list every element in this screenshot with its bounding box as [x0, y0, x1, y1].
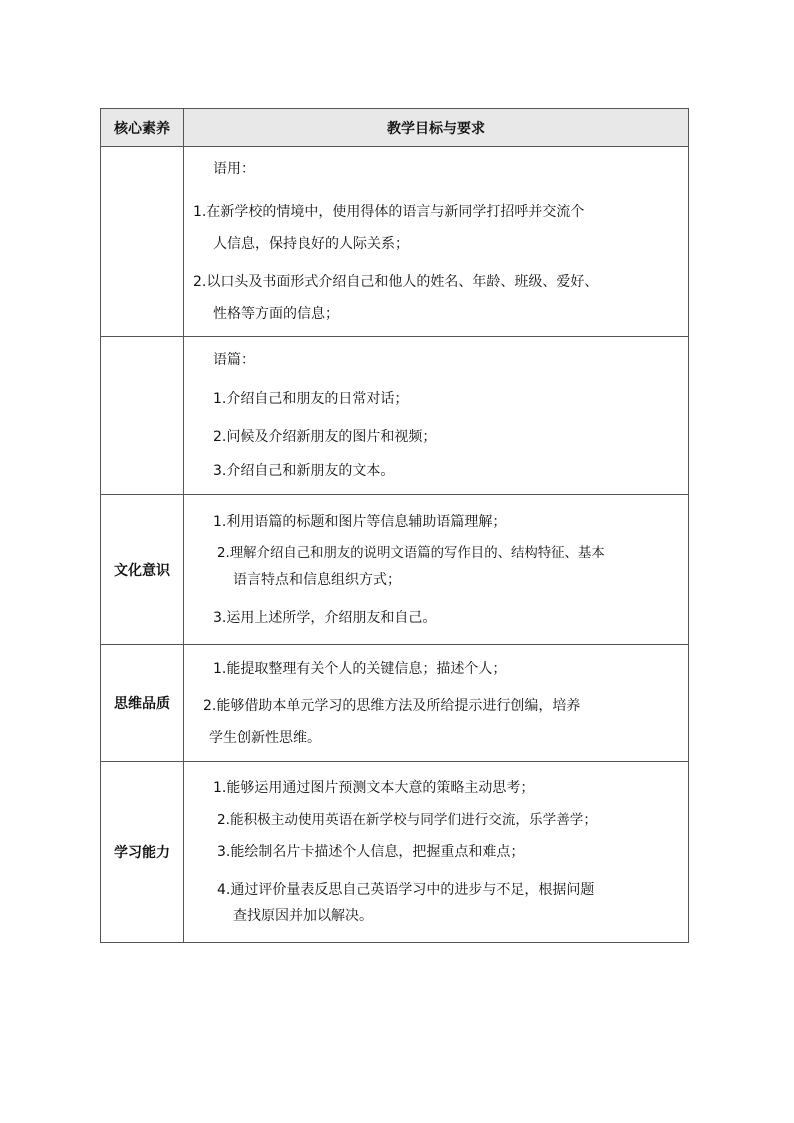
table-row [101, 762, 689, 943]
content-line [193, 202, 688, 222]
content-line [213, 350, 688, 370]
content-line [213, 304, 688, 324]
table-row [101, 147, 689, 337]
row-content [184, 762, 689, 943]
content-line [217, 880, 688, 900]
table-row [101, 645, 689, 762]
content-text: 2.能积极主动使用英语在新学校与同学们进行交流，乐学善学； [217, 812, 597, 828]
content-text: 1.利用语篇的标题和图片等信息辅助语篇理解； [213, 513, 507, 530]
content-line [233, 906, 688, 926]
content-line [213, 159, 688, 179]
content-text: 2.问候及介绍新朋友的图片和视频； [213, 429, 437, 445]
content-text: 3.介绍自己和新朋友的文本。 [213, 463, 395, 479]
content-text: 语言特点和信息组织方式； [233, 571, 401, 588]
content-text: 2.以口头及书面形式介绍自己和他人的姓名、年龄、班级、爱好、 [193, 274, 599, 290]
table-header-row [101, 109, 689, 147]
content-line [213, 608, 688, 628]
content-text: 查找原因并加以解决。 [233, 908, 373, 924]
content-line [213, 778, 688, 798]
content-text: 2.理解介绍自己和朋友的说明文语篇的写作目的、结构特征、基本 [217, 545, 605, 561]
header-goals: 教学目标与要求 [184, 109, 689, 147]
content-text: 4.通过评价量表反思自己英语学习中的进步与不足，根据问题 [217, 882, 595, 898]
content-line [233, 570, 688, 590]
content-text: 性格等方面的信息； [213, 306, 339, 322]
row-label [101, 147, 184, 337]
table-row [101, 337, 689, 495]
content-line [213, 427, 688, 447]
row-label: 学习能力 [101, 762, 184, 943]
content-line [213, 389, 688, 409]
row-content [184, 337, 689, 495]
content-text: 1.介绍自己和朋友的日常对话； [213, 391, 409, 407]
content-line [217, 544, 688, 564]
content-line [213, 512, 688, 532]
row-content [184, 645, 689, 762]
objectives-table [100, 108, 689, 943]
content-line [213, 461, 688, 481]
content-text: 3.能绘制名片卡描述个人信息，把握重点和难点； [217, 844, 525, 860]
content-line [193, 272, 688, 292]
content-text: 3.运用上述所学，介绍朋友和自己。 [213, 609, 437, 626]
content-line [209, 728, 688, 748]
table-row [101, 495, 689, 645]
content-line [213, 234, 688, 254]
content-text: 人信息，保持良好的人际关系； [213, 236, 409, 252]
content-line [213, 659, 688, 679]
content-text: 1.能提取整理有关个人的关键信息；描述个人； [213, 660, 507, 677]
row-label [101, 337, 184, 495]
row-label: 思维品质 [101, 645, 184, 762]
content-text: 学生创新性思维。 [209, 729, 321, 746]
header-core-literacy: 核心素养 [101, 109, 184, 147]
row-content [184, 147, 689, 337]
row-content [184, 495, 689, 645]
content-text: 语篇： [213, 352, 255, 368]
content-text: 1.在新学校的情境中，使用得体的语言与新同学打招呼并交流个 [193, 204, 585, 220]
row-label: 文化意识 [101, 495, 184, 645]
content-line [217, 810, 688, 830]
content-text: 2.能够借助本单元学习的思维方法及所给提示进行创编，培养 [203, 697, 581, 714]
content-line [217, 842, 688, 862]
content-text: 语用： [213, 161, 255, 177]
content-line [203, 696, 688, 716]
content-text: 1.能够运用通过图片预测文本大意的策略主动思考； [213, 780, 535, 796]
